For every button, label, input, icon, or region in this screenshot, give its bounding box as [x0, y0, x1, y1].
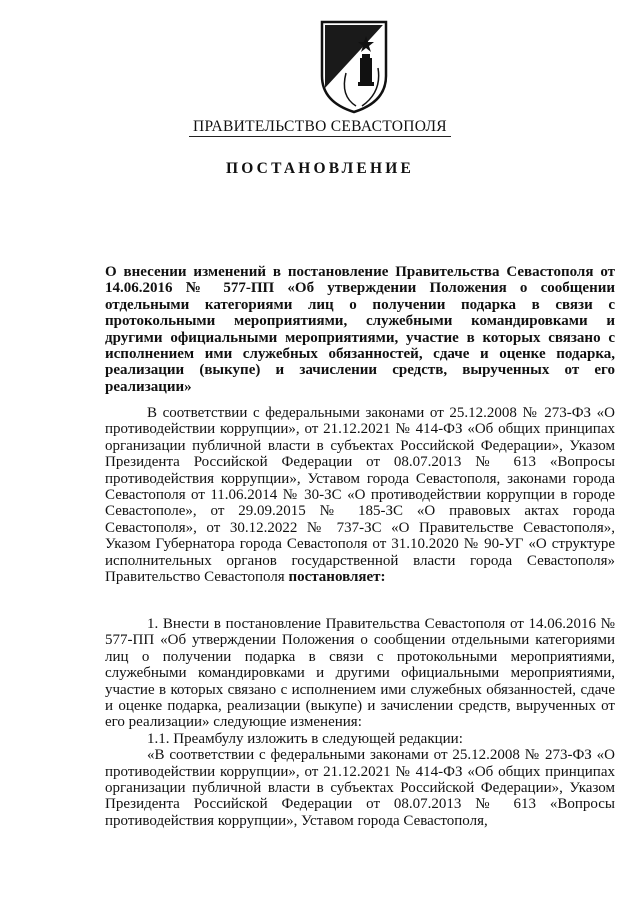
decree-word: постановляет: [288, 569, 386, 586]
amendments-section [105, 616, 615, 829]
item-1-1: 1.1. Преамбулу изложить в следующей редакции: [147, 730, 463, 747]
preamble-text: В соответствии с федеральными законами от 25.12.2008 № 273-ФЗ «О противодействии коррупции», от 21.12.2021 № 414-ФЗ «Об общих принципах организации публичной власти в субъектах Российской Федерации», Указом Президента Российской Федерации от 08.07.2013 № 613 «Вопросы противодействия коррупции», Уставом города Севастополя, законами города Севастополя от 11.06.2014 № 30-ЗС «О противодействии коррупции в городе Севастополе», от 29.09.2015 № 185-ЗС «О правовых актах города Севастополя», от 30.12.2022 № 737-ЗС «О Правительстве Севастополя», Указом Губернатора города Севастополя от 31.10.2020 № 90-УГ «О структуре исполнительных органов государственной власти города Севастополя» Правительство Севастополя [105, 405, 615, 586]
sevastopol-coat-of-arms-emblem [316, 18, 392, 114]
government-name-text: ПРАВИТЕЛЬСТВО СЕВАСТОПОЛЯ [189, 118, 451, 137]
document-type-title: ПОСТАНОВЛЕНИЕ [225, 160, 415, 177]
document-subject: О внесении изменений в постановление Правительства Севастополя от 14.06.2016 № 577-ПП «Об утверждении Положения о сообщении отдельными категориями лиц о получении подарка в связи с протокольными мероприятиями, служебными командировками и другими официальными мероприятиями, участие в которых связано с исполнением ими служебных обязанностей, сдаче и оценке подарка, реализации (выкупе) и зачислении средств, вырученных от его реализации» [105, 264, 615, 395]
government-name [0, 118, 640, 136]
item-1: 1. Внести в постановление Правительства Севастополя от 14.06.2016 № 577-ПП «Об утверждении Положения о сообщении отдельными категориями лиц о получении подарка в связи с протокольными мероприятиями, служебными командировками и другими официальными мероприятиями, участие в которых связано с исполнением ими служебных обязанностей, сдаче и оценке подарка, реализации (выкупе) и зачислении средств, вырученных от его реализации» следующие изменения: [105, 616, 615, 731]
preamble-paragraph [105, 405, 615, 585]
quoted-preamble: «В соответствии с федеральными законами от 25.12.2008 № 273-ФЗ «О противодействии коррупции», от 21.12.2021 № 414-ФЗ «Об общих принципах организации публичной власти в субъектах Российской Федерации», Указом Президента Российской Федерации от 08.07.2013 № 613 «Вопросы противодействия коррупции», Уставом города Севастополя, [105, 747, 615, 829]
